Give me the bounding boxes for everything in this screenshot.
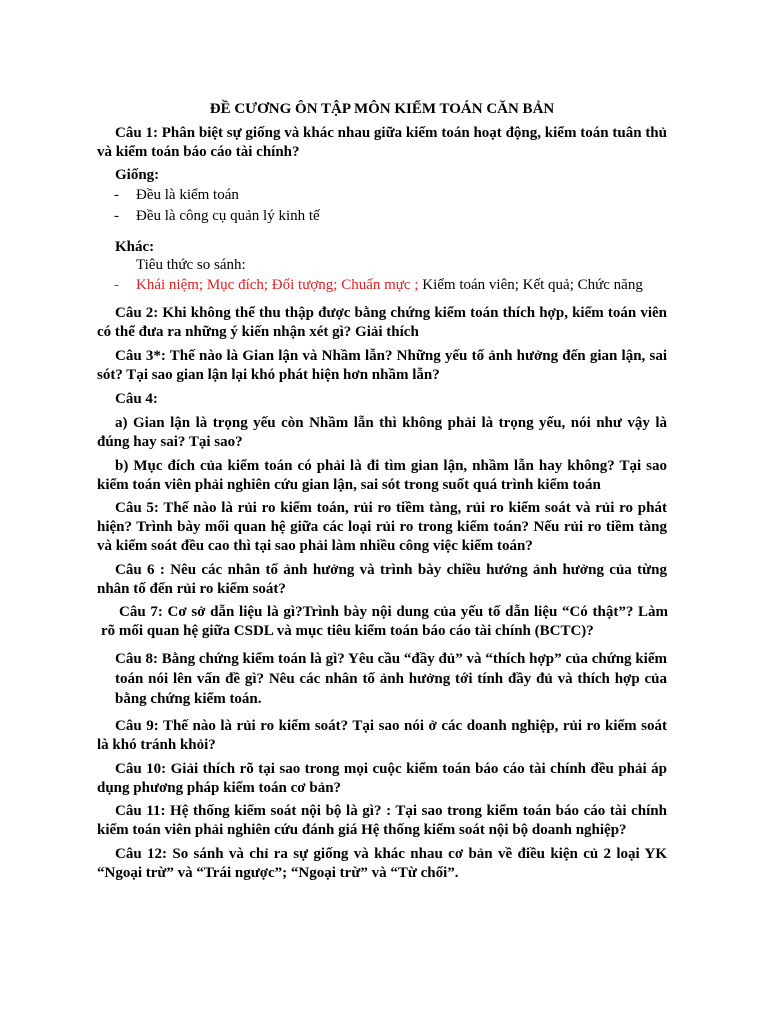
khac-heading: Khác: — [115, 239, 155, 255]
question-3: Câu 3*: Thế nào là Gian lận và Nhầm lẫn? Những yếu tố ảnh hưởng đến gian lận, sai sót? Tại sao gian lận lại khó phát hiện hơn nhầm lẫn? — [97, 348, 667, 383]
question-11: Câu 11: Hệ thống kiểm soát nội bộ là gì? : Tại sao trong kiểm toán báo cáo tài chính kiểm toán viên phải nghiên cứu đánh giá Hệ thống kiểm soát nội bộ doanh nghiệp? — [97, 803, 667, 838]
question-4a: a) Gian lận là trọng yếu còn Nhầm lẫn thì không phải là trọng yếu, nói như vậy là đúng hay sai? Tại sao? — [97, 415, 667, 450]
question-8: Câu 8: Bằng chứng kiểm toán là gì? Yêu cầu “đầy đủ” và “thích hợp” của chứng kiểm toán nói lên vấn đề gì? Nêu các nhân tố ảnh hưởng tới tính đầy đủ và thích hợp của bằng chứng kiểm toán. — [115, 651, 667, 707]
khac-item — [114, 276, 643, 295]
khac-criteria-rest: Kiểm toán viên; Kết quả; Chức năng — [418, 277, 643, 293]
question-12: Câu 12: So sánh và chỉ ra sự giống và khác nhau cơ bản về điều kiện củ 2 loại YK “Ngoại trừ” và “Trái ngược”; “Ngoại trừ” và “Từ chối”. — [97, 846, 667, 881]
question-4b: b) Mục đích của kiểm toán có phải là đi tìm gian lận, nhầm lẫn hay không? Tại sao kiểm toán viên phải nghiên cứu gian lận, sai sót trong suốt quá trình kiểm toán — [97, 458, 667, 493]
question-10: Câu 10: Giải thích rõ tại sao trong mọi cuộc kiểm toán báo cáo tài chính đều phải áp dụng phương pháp kiểm toán cơ bản? — [97, 761, 667, 796]
khac-subheading: Tiêu thức so sánh: — [136, 257, 246, 273]
bullet-dash: - — [114, 208, 119, 224]
question-9: Câu 9: Thế nào là rủi ro kiểm soát? Tại sao nói ở các doanh nghiệp, rủi ro kiểm soát là khó tránh khỏi? — [97, 718, 667, 753]
question-1: Câu 1: Phân biệt sự giống và khác nhau giữa kiểm toán hoạt động, kiểm toán tuân thủ và kiểm toán báo cáo tài chính? — [97, 125, 667, 160]
giong-item-1-text: Đều là kiểm toán — [136, 187, 239, 203]
question-7: Câu 7: Cơ sở dẫn liệu là gì?Trình bày nội dung của yếu tố dẫn liệu “Có thật”? Làm rõ mối quan hệ giữa CSDL và mục tiêu kiểm toán báo cáo tài chính (BCTC)? — [101, 604, 668, 639]
bullet-dash: - — [114, 187, 119, 203]
giong-item-2-text: Đều là công cụ quản lý kinh tế — [136, 208, 320, 224]
giong-item-2 — [114, 207, 320, 226]
giong-item-1 — [114, 186, 239, 205]
bullet-dash: - — [114, 277, 119, 293]
question-5: Câu 5: Thế nào là rủi ro kiểm toán, rủi ro tiềm tàng, rủi ro kiểm soát và rủi ro phát hiện? Trình bày mối quan hệ giữa các loại rủi ro trong kiểm toán? Nếu rủi ro tiềm tàng và kiểm soát đều cao thì tại sao phải làm nhiều công việc kiểm toán? — [97, 500, 667, 554]
document-title: ĐỀ CƯƠNG ÔN TẬP MÔN KIỂM TOÁN CĂN BẢN — [209, 101, 555, 117]
question-6: Câu 6 : Nêu các nhân tố ảnh hưởng và trình bày chiều hướng ảnh hưởng của từng nhân tố đến rủi ro kiểm soát? — [97, 562, 667, 597]
khac-criteria-highlighted: Khái niệm; Mục đích; Đối tượng; Chuẩn mực ; — [136, 277, 419, 293]
question-4: Câu 4: — [115, 391, 158, 407]
question-2: Câu 2: Khi không thể thu thập được bằng chứng kiểm toán thích hợp, kiểm toán viên có thể đưa ra những ý kiến nhận xét gì? Giải thích — [97, 305, 667, 340]
giong-heading: Giống: — [115, 167, 160, 183]
